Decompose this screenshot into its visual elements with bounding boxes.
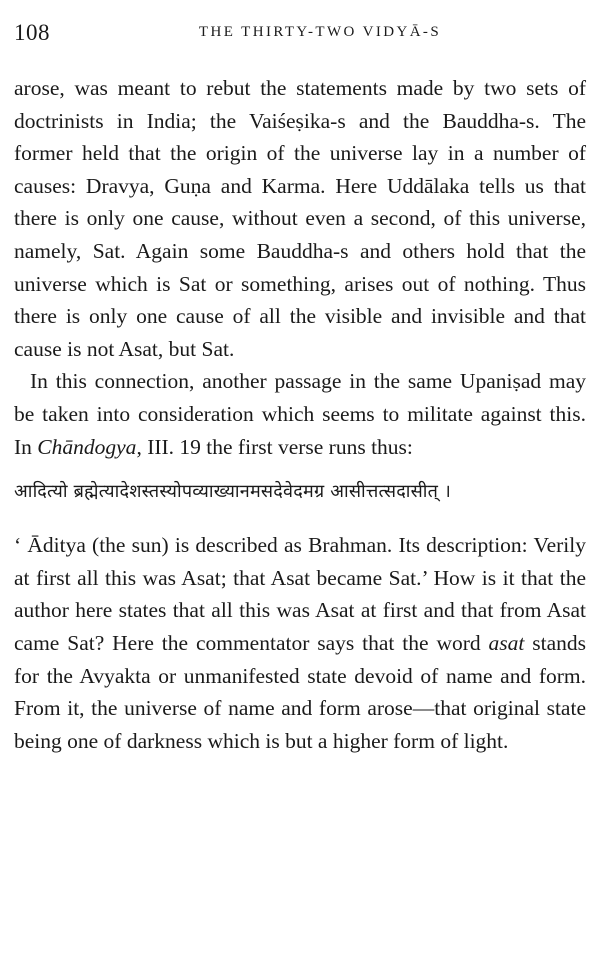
page-header — [14, 20, 586, 50]
paragraph-1: arose, was meant to rebut the statements made by two sets of doctrinists in India; the Vaiśeṣika-s and the Bauddha-s. The former held that the origin of the universe lay in a number of causes: Dravya, Guṇa and Karma. Here Uddālaka tells us that there is only one cause, without even a second, of this universe, namely, Sat. Again some Bauddha-s and others hold that the universe which is Sat or something, arises out of nothing. Thus there is only one cause of all the visible and invisible and that cause is not Asat, but Sat. — [14, 76, 586, 361]
page-number: 108 — [14, 20, 50, 45]
paragraph-3-text-b: stands for the Avyakta or unmanifested state devoid of name and form. From it, the universe of name and form arose—that original state being one of darkness which is but a higher form of light. — [14, 630, 586, 753]
body-text — [14, 72, 586, 757]
paragraph-2-text-a: In this connection, another passage in the same Upaniṣad may be taken into consideration which seems to militate against this. In — [14, 369, 586, 459]
paragraph-3 — [14, 529, 586, 757]
running-head: THE THIRTY-TWO VIDYĀ-S — [198, 24, 442, 40]
paragraph-3-text-a: ‘ Āditya (the sun) is described as Brahman. Its description: Verily at first all this was Asat; that Asat became Sat.’ How is it that the author here states that all this was Asat at first and that from Asat came Sat? Here the commentator says that the word — [14, 533, 586, 655]
paragraph-2-title: Chāndogya — [37, 434, 137, 459]
sanskrit-verse: आदित्यो ब्रह्मेत्यादेशस्तस्योपव्याख्यानमसदेवेदमग्र आसीत्तत्सदासीत् । — [14, 481, 452, 503]
paragraph-2 — [14, 365, 586, 463]
paragraph-3-term: asat — [488, 630, 525, 655]
paragraph-2-text-b: , III. 19 the first verse runs thus: — [136, 434, 413, 459]
